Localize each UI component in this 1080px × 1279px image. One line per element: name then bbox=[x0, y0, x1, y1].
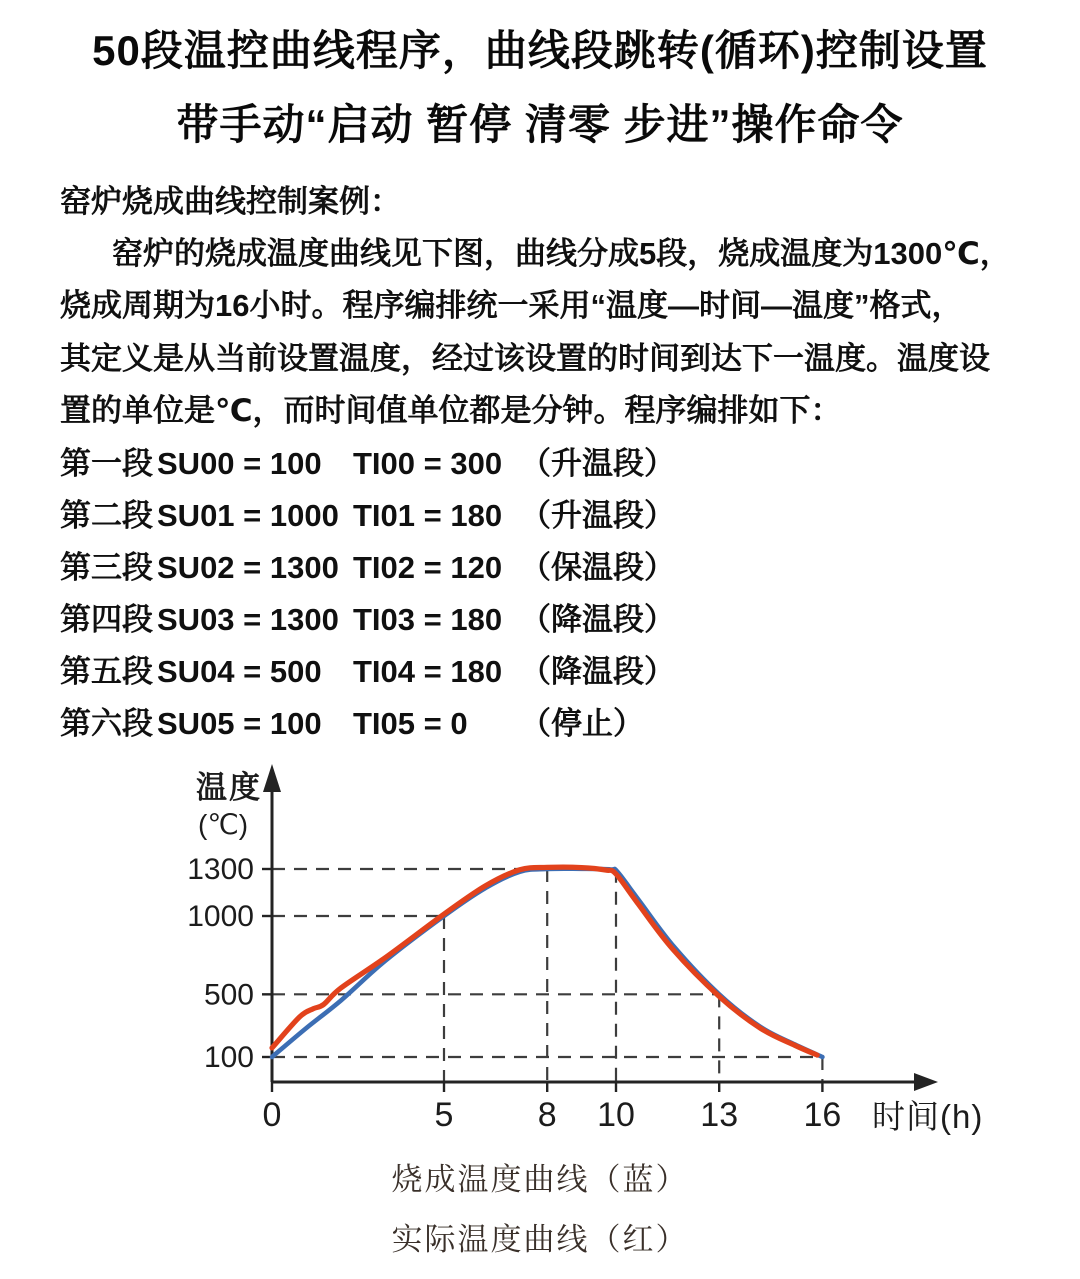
ti-value: TI05 = 0 bbox=[353, 705, 468, 741]
program-row-1 bbox=[60, 438, 1044, 490]
y-axis-arrow bbox=[263, 764, 281, 792]
x-tick-label: 13 bbox=[700, 1096, 739, 1134]
page-title-line1: 50段温控曲线程序，曲线段跳转(循环)控制设置 bbox=[92, 27, 988, 74]
x-tick-label: 5 bbox=[434, 1096, 454, 1134]
segment-label: 第四段 bbox=[60, 601, 153, 637]
paragraph-line: 窑炉的烧成温度曲线见下图，曲线分成5段，烧成温度为1300℃， bbox=[112, 236, 1011, 271]
case-heading: 窑炉烧成曲线控制案例： bbox=[60, 184, 401, 219]
y-tick-label: 1300 bbox=[187, 852, 254, 886]
firing-curve-chart bbox=[0, 740, 1080, 1150]
segment-note: （升温段） bbox=[520, 445, 675, 481]
ti-value: TI02 = 120 bbox=[353, 549, 503, 585]
segment-note: （保温段） bbox=[520, 549, 675, 585]
x-axis-arrow bbox=[914, 1073, 938, 1091]
curve-red bbox=[272, 867, 817, 1055]
segment-label: 第一段 bbox=[60, 445, 153, 481]
paragraph-line: 烧成周期为16小时。程序编排统一采用“温度—时间—温度”格式， bbox=[60, 288, 963, 324]
legend-red-curve: 实际温度曲线（红） bbox=[391, 1222, 689, 1257]
y-tick-label: 1000 bbox=[187, 899, 254, 933]
ti-value: TI00 = 300 bbox=[353, 445, 503, 481]
segment-label: 第三段 bbox=[60, 549, 153, 585]
su-value: SU05 = 100 bbox=[157, 705, 322, 741]
su-value: SU02 = 1300 bbox=[157, 549, 339, 585]
x-axis-label-time: 时间(h) bbox=[872, 1098, 984, 1135]
y-axis-label-temp: 温度 bbox=[196, 770, 262, 805]
x-tick-label: 10 bbox=[597, 1096, 635, 1134]
program-row-2 bbox=[60, 490, 1044, 542]
paragraph-line: 其定义是从当前设置温度，经过该设置的时间到达下一温度。温度设 bbox=[60, 340, 990, 376]
program-row-3 bbox=[60, 542, 1044, 594]
segment-label: 第六段 bbox=[60, 705, 153, 741]
y-axis-label-unit: (℃) bbox=[198, 809, 249, 840]
body-text-column bbox=[60, 176, 1044, 750]
x-tick-label: 8 bbox=[537, 1096, 557, 1134]
segment-label: 第二段 bbox=[60, 497, 153, 533]
ti-value: TI04 = 180 bbox=[353, 653, 503, 689]
segment-note: （降温段） bbox=[520, 653, 675, 689]
program-row-5 bbox=[60, 646, 1044, 698]
segment-label: 第五段 bbox=[60, 653, 153, 689]
x-tick-label: 0 bbox=[262, 1096, 282, 1134]
page-title-line2: 带手动“启动 暂停 清零 步进”操作命令 bbox=[176, 101, 904, 148]
program-row-4 bbox=[60, 594, 1044, 646]
x-tick-label: 16 bbox=[803, 1096, 842, 1134]
segment-note: （降温段） bbox=[520, 601, 675, 637]
ti-value: TI01 = 180 bbox=[353, 497, 503, 533]
su-value: SU01 = 1000 bbox=[157, 497, 339, 533]
temperature-time-plot bbox=[0, 740, 1080, 1150]
su-value: SU03 = 1300 bbox=[157, 601, 339, 637]
su-value: SU04 = 500 bbox=[157, 653, 322, 689]
su-value: SU00 = 100 bbox=[157, 445, 322, 481]
ti-value: TI03 = 180 bbox=[353, 601, 503, 637]
chart-legend bbox=[0, 1150, 1080, 1270]
segment-note: （停止） bbox=[520, 705, 644, 741]
y-tick-label: 100 bbox=[203, 1041, 254, 1074]
legend-blue-curve: 烧成温度曲线（蓝） bbox=[391, 1162, 689, 1197]
y-tick-label: 500 bbox=[203, 978, 254, 1012]
segment-note: （升温段） bbox=[520, 497, 675, 533]
paragraph-line: 置的单位是℃，而时间值单位都是分钟。程序编排如下： bbox=[60, 393, 842, 429]
